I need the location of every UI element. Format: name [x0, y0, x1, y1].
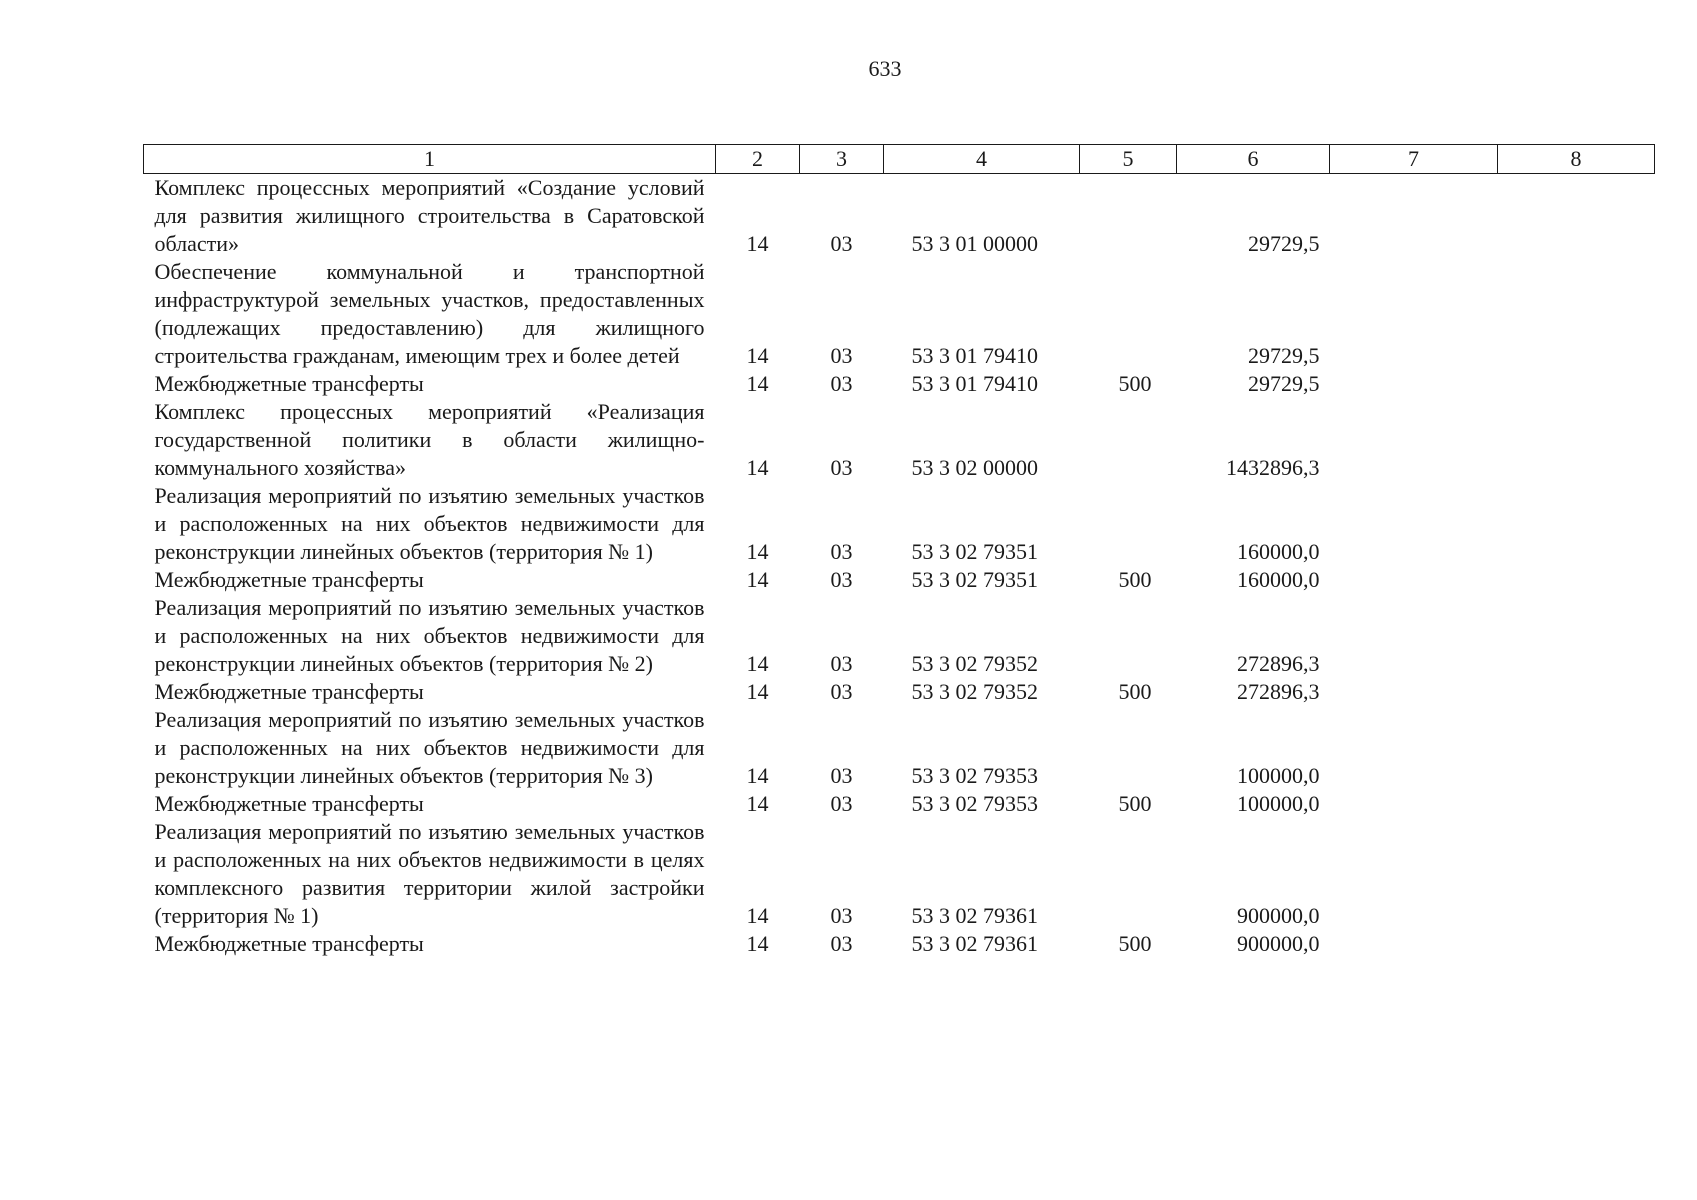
- row-expense-type: [1080, 594, 1177, 678]
- row-target-article: 53 3 02 79361: [911, 931, 1038, 956]
- row-expense-type: [1080, 174, 1177, 259]
- row-subsection: 03: [830, 343, 853, 368]
- row-section: 14: [746, 791, 769, 816]
- header-row: [144, 145, 1655, 174]
- row-col-8: [1498, 370, 1655, 398]
- header-col-5: 5: [1080, 145, 1177, 174]
- row-expense-type: [1080, 818, 1177, 930]
- row-section: 14: [746, 343, 769, 368]
- table-row: [144, 678, 1655, 706]
- row-expense-type: [1080, 398, 1177, 482]
- row-section: 14: [746, 679, 769, 704]
- row-subsection: 03: [830, 791, 853, 816]
- row-target-article: 53 3 01 79410: [911, 371, 1038, 396]
- row-col-8: [1498, 678, 1655, 706]
- table-row: [144, 818, 1655, 930]
- row-name: Межбюджетные трансферты: [154, 791, 424, 816]
- row-amount: 29729,5: [1248, 231, 1320, 256]
- row-expense-type: 500: [1118, 791, 1152, 816]
- row-section: 14: [746, 371, 769, 396]
- row-col-8: [1498, 258, 1655, 370]
- row-expense-type: 500: [1118, 567, 1152, 592]
- row-section: 14: [746, 763, 769, 788]
- row-name: Межбюджетные трансферты: [154, 931, 424, 956]
- row-amount: 900000,0: [1237, 931, 1320, 956]
- row-name: Обеспечение коммунальной и транспортной инфраструктурой земельных участков, предоставленных (подлежащих предоставлению) для жилищного строительства гражданам, имеющим трех и более детей: [154, 259, 705, 368]
- table-row: [144, 174, 1655, 259]
- table-row: [144, 566, 1655, 594]
- row-amount: 100000,0: [1237, 763, 1320, 788]
- row-amount: 29729,5: [1248, 343, 1320, 368]
- row-col-8: [1498, 398, 1655, 482]
- header-col-8: 8: [1498, 145, 1655, 174]
- table-header: [144, 145, 1655, 174]
- row-name: Комплекс процессных мероприятий «Создание условий для развития жилищного строительства в Саратовской области»: [154, 175, 705, 256]
- row-amount: 900000,0: [1237, 903, 1320, 928]
- row-expense-type: [1080, 706, 1177, 790]
- row-subsection: 03: [830, 651, 853, 676]
- row-name: Реализация мероприятий по изъятию земельных участков и расположенных на них объектов недвижимости в целях комплексного развития территории жилой застройки (территория № 1): [154, 819, 705, 928]
- row-target-article: 53 3 02 79352: [911, 679, 1038, 704]
- table-body: [144, 174, 1655, 959]
- row-col-8: [1498, 790, 1655, 818]
- table-row: [144, 706, 1655, 790]
- row-amount: 29729,5: [1248, 371, 1320, 396]
- row-col-7: [1330, 930, 1498, 958]
- budget-table: [143, 144, 1655, 958]
- row-amount: 100000,0: [1237, 791, 1320, 816]
- header-col-3: 3: [800, 145, 884, 174]
- row-name: Межбюджетные трансферты: [154, 371, 424, 396]
- row-col-7: [1330, 818, 1498, 930]
- row-section: 14: [746, 539, 769, 564]
- row-subsection: 03: [830, 231, 853, 256]
- row-section: 14: [746, 903, 769, 928]
- row-subsection: 03: [830, 903, 853, 928]
- row-name: Реализация мероприятий по изъятию земельных участков и расположенных на них объектов недвижимости для реконструкции линейных объектов (территория № 1): [154, 483, 705, 564]
- row-name: Комплекс процессных мероприятий «Реализация государственной политики в области жилищно-коммунального хозяйства»: [154, 399, 705, 480]
- row-subsection: 03: [830, 539, 853, 564]
- table-row: [144, 398, 1655, 482]
- row-target-article: 53 3 02 79353: [911, 763, 1038, 788]
- row-col-7: [1330, 398, 1498, 482]
- row-section: 14: [746, 231, 769, 256]
- row-col-7: [1330, 174, 1498, 259]
- row-col-8: [1498, 174, 1655, 259]
- header-col-7: 7: [1330, 145, 1498, 174]
- row-section: 14: [746, 455, 769, 480]
- row-col-8: [1498, 482, 1655, 566]
- row-target-article: 53 3 02 79352: [911, 651, 1038, 676]
- page-number: 633: [868, 56, 902, 81]
- row-target-article: 53 3 02 79351: [911, 567, 1038, 592]
- row-subsection: 03: [830, 455, 853, 480]
- row-target-article: 53 3 01 00000: [911, 231, 1038, 256]
- row-section: 14: [746, 931, 769, 956]
- row-expense-type: 500: [1118, 931, 1152, 956]
- row-expense-type: 500: [1118, 679, 1152, 704]
- row-amount: 272896,3: [1237, 679, 1320, 704]
- row-col-7: [1330, 594, 1498, 678]
- row-expense-type: [1080, 482, 1177, 566]
- row-col-8: [1498, 818, 1655, 930]
- table-row: [144, 482, 1655, 566]
- row-expense-type: [1080, 258, 1177, 370]
- row-col-7: [1330, 706, 1498, 790]
- row-amount: 272896,3: [1237, 651, 1320, 676]
- row-name: Реализация мероприятий по изъятию земельных участков и расположенных на них объектов недвижимости для реконструкции линейных объектов (территория № 3): [154, 707, 705, 788]
- row-col-8: [1498, 930, 1655, 958]
- row-col-8: [1498, 566, 1655, 594]
- row-name: Межбюджетные трансферты: [154, 567, 424, 592]
- table-row: [144, 370, 1655, 398]
- row-subsection: 03: [830, 679, 853, 704]
- row-target-article: 53 3 02 79361: [911, 903, 1038, 928]
- row-target-article: 53 3 02 79351: [911, 539, 1038, 564]
- row-col-7: [1330, 258, 1498, 370]
- header-col-2: 2: [716, 145, 800, 174]
- row-col-7: [1330, 482, 1498, 566]
- row-name: Реализация мероприятий по изъятию земельных участков и расположенных на них объектов недвижимости для реконструкции линейных объектов (территория № 2): [154, 595, 705, 676]
- table-row: [144, 790, 1655, 818]
- row-amount: 1432896,3: [1226, 455, 1320, 480]
- row-subsection: 03: [830, 567, 853, 592]
- row-target-article: 53 3 02 00000: [911, 455, 1038, 480]
- row-amount: 160000,0: [1237, 539, 1320, 564]
- row-subsection: 03: [830, 371, 853, 396]
- row-col-7: [1330, 678, 1498, 706]
- row-section: 14: [746, 567, 769, 592]
- table-row: [144, 594, 1655, 678]
- row-col-7: [1330, 790, 1498, 818]
- row-amount: 160000,0: [1237, 567, 1320, 592]
- row-col-8: [1498, 706, 1655, 790]
- row-section: 14: [746, 651, 769, 676]
- row-target-article: 53 3 01 79410: [911, 343, 1038, 368]
- row-col-7: [1330, 370, 1498, 398]
- row-col-7: [1330, 566, 1498, 594]
- row-expense-type: 500: [1118, 371, 1152, 396]
- header-col-1: 1: [144, 145, 716, 174]
- table-row: [144, 930, 1655, 958]
- header-col-6: 6: [1177, 145, 1330, 174]
- table-row: [144, 258, 1655, 370]
- header-col-4: 4: [884, 145, 1080, 174]
- row-target-article: 53 3 02 79353: [911, 791, 1038, 816]
- row-name: Межбюджетные трансферты: [154, 679, 424, 704]
- row-subsection: 03: [830, 931, 853, 956]
- row-subsection: 03: [830, 763, 853, 788]
- row-col-8: [1498, 594, 1655, 678]
